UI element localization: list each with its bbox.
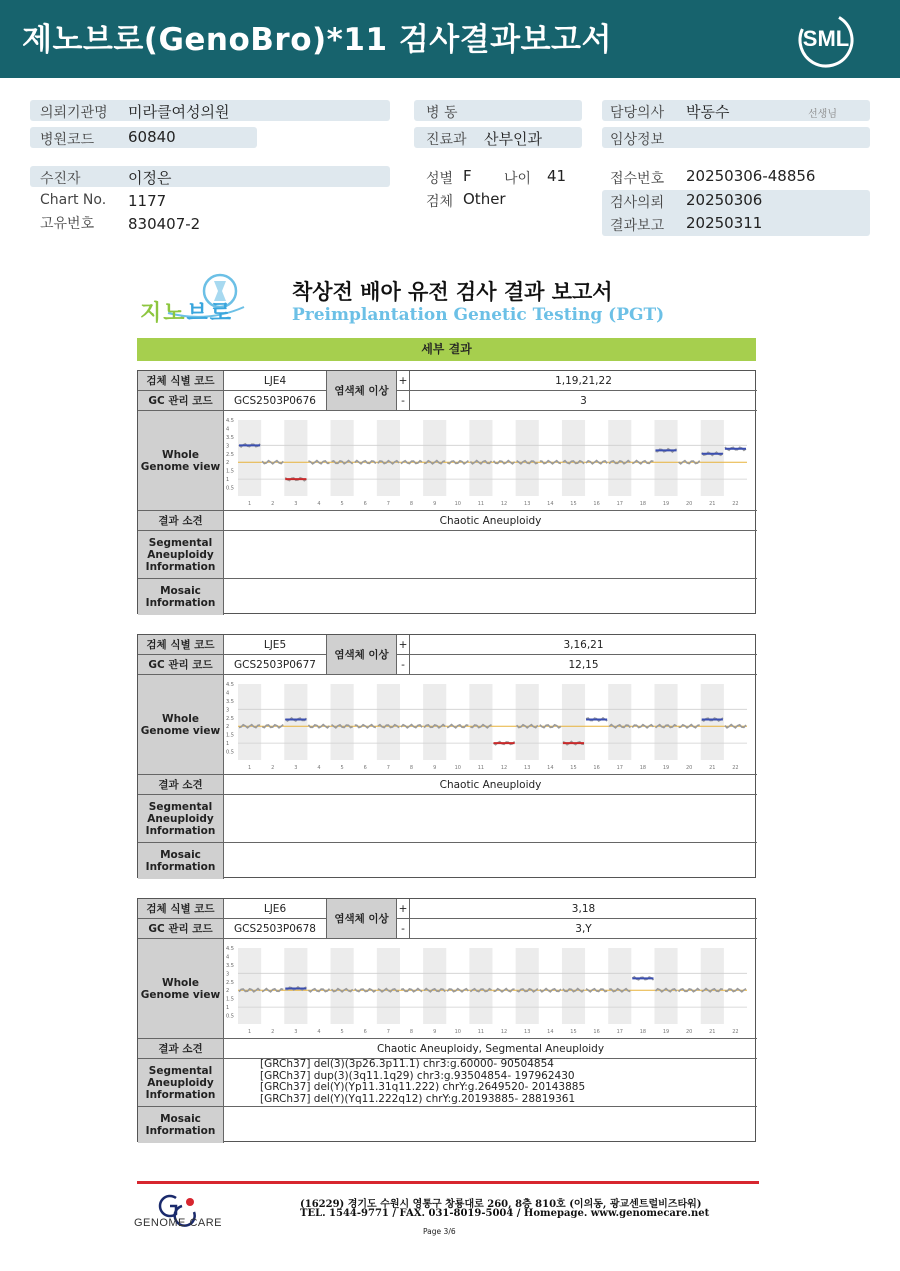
x-tick-label: 2 [271, 1028, 275, 1035]
chromosome-band [608, 420, 631, 496]
genobro-logo-text-a: 지노 [140, 301, 187, 326]
x-tick-label: 14 [547, 1028, 554, 1035]
mosaic-label: Mosaic Information [138, 843, 224, 879]
y-tick-label: 0.5 [226, 485, 234, 492]
patient-row [30, 166, 390, 187]
x-tick-label: 16 [593, 500, 600, 507]
gain-value: 3,16,21 [410, 635, 757, 655]
chrom-abn-label: 염색체 이상 [327, 635, 397, 675]
copy-number-trace [494, 988, 515, 991]
y-tick-label: 4 [226, 953, 230, 960]
chromosome-band [423, 684, 446, 760]
gain-sign: + [397, 371, 410, 391]
loss-value: 12,15 [410, 655, 757, 675]
receipt-value: 20250306-48856 [686, 167, 816, 185]
chromosome-band [238, 948, 261, 1024]
chrom-abn-label: 염색체 이상 [327, 371, 397, 411]
segmental-value [224, 531, 757, 579]
x-tick-label: 9 [433, 500, 437, 507]
gc-code-label: GC 관리 코드 [138, 391, 224, 411]
x-tick-label: 5 [340, 764, 344, 771]
x-tick-label: 7 [386, 764, 390, 771]
segmental-line: [GRCh37] dup(3)(3q11.1q29) chr3:g.93504854- 197962430 [260, 1069, 575, 1082]
x-tick-label: 5 [340, 500, 344, 507]
specimen-id-label: 검체 식별 코드 [138, 899, 224, 919]
x-tick-label: 16 [593, 1028, 600, 1035]
segmental-label: Segmental Aneuploidy Information [138, 795, 224, 843]
x-tick-label: 1 [247, 764, 252, 771]
x-tick-label: 12 [500, 500, 508, 507]
chromosome-band [331, 420, 354, 496]
copy-number-trace [679, 724, 700, 727]
gc-code-value: GCS2503P0676 [224, 391, 327, 411]
sml-logo-text: SML [802, 26, 850, 51]
uid-label: 고유번호 [40, 216, 95, 232]
gc-code-value: GCS2503P0678 [224, 919, 327, 939]
x-tick-label: 3 [294, 1028, 298, 1035]
x-tick-label: 15 [570, 1028, 577, 1035]
x-tick-label: 11 [477, 500, 485, 507]
x-tick-label: 8 [409, 764, 414, 771]
x-tick-label: 6 [363, 1028, 367, 1035]
request-label: 검사의뢰 [610, 195, 665, 211]
report-label: 결과보고 [610, 218, 665, 234]
x-tick-label: 20 [685, 764, 693, 771]
chromosome-band [516, 948, 539, 1024]
chromosome-band [284, 420, 307, 496]
x-tick-label: 3 [294, 764, 298, 771]
mosaic-value [224, 1107, 757, 1143]
sex-label: 성별 [426, 171, 454, 187]
clinical-label: 임상정보 [610, 132, 665, 148]
segmental-line: [GRCh37] del(Y)(Yq11.222q12) chrY:g.20193885- 28819361 [260, 1092, 576, 1105]
result-label: 결과 소견 [138, 511, 224, 531]
x-tick-label: 17 [616, 764, 623, 771]
chromosome-band [654, 684, 677, 760]
department-value: 산부인과 [484, 130, 542, 148]
loss-sign: - [397, 919, 410, 939]
x-tick-label: 21 [709, 764, 716, 771]
whole-genome-view [224, 411, 757, 511]
x-tick-label: 10 [454, 500, 461, 507]
x-tick-label: 3 [294, 500, 298, 507]
x-tick-label: 19 [662, 500, 670, 507]
copy-number-trace [447, 460, 468, 463]
doctor-value: 박동수 [686, 103, 730, 121]
genome-care-name: GENOME CARE [134, 1217, 223, 1229]
mosaic-label: Mosaic Information [138, 1107, 224, 1143]
sample-table-1 [137, 370, 756, 614]
segmental-value [224, 1059, 757, 1107]
segmental-label: Segmental Aneuploidy Information [138, 1059, 224, 1107]
request-value: 20250306 [686, 191, 763, 209]
loss-value: 3 [410, 391, 757, 411]
segmental-value [224, 795, 757, 843]
copy-number-trace [262, 988, 283, 991]
chromosome-band [284, 948, 307, 1024]
department-label: 진료과 [426, 132, 467, 148]
x-tick-label: 13 [524, 1028, 531, 1035]
doctor-label: 담당의사 [610, 105, 665, 121]
x-tick-label: 6 [363, 764, 367, 771]
x-tick-label: 13 [524, 500, 531, 507]
chromosome-band [654, 948, 677, 1024]
y-tick-label: 2.5 [226, 979, 234, 986]
x-tick-label: 10 [454, 1028, 461, 1035]
page-title: 제노브로(GenoBro)*11 검사결과보고서 [22, 22, 612, 58]
y-tick-label: 1 [226, 740, 230, 747]
y-tick-label: 1.5 [226, 732, 234, 739]
uid-value: 830407-2 [128, 215, 201, 233]
x-tick-label: 13 [524, 764, 531, 771]
y-tick-label: 0.5 [226, 749, 234, 756]
whole-genome-label: Whole Genome view [138, 411, 224, 511]
x-tick-label: 10 [454, 764, 461, 771]
chart-no-label: Chart No. [40, 192, 107, 208]
x-tick-label: 18 [639, 1028, 647, 1035]
specimen-label: 검체 [426, 194, 454, 210]
report-subtitle: Preimplantation Genetic Testing (PGT) [292, 305, 665, 325]
x-tick-label: 17 [616, 1028, 623, 1035]
y-tick-label: 4 [226, 689, 230, 696]
segmental-label: Segmental Aneuploidy Information [138, 531, 224, 579]
chrom-abn-label: 염색체 이상 [327, 899, 397, 939]
genobro-logo-text-b: 브로 [186, 301, 234, 326]
genome-chart [224, 942, 749, 1036]
y-tick-label: 4 [226, 425, 230, 432]
result-value: Chaotic Aneuploidy [224, 775, 757, 795]
institution-value: 미라클여성의원 [128, 103, 230, 121]
mosaic-value [224, 843, 757, 879]
loss-sign: - [397, 391, 410, 411]
x-tick-label: 4 [317, 500, 321, 507]
genome-chart [224, 678, 749, 772]
y-tick-label: 4.5 [226, 417, 234, 424]
gain-value: 3,18 [410, 899, 757, 919]
copy-number-trace [447, 724, 468, 727]
y-tick-label: 1.5 [226, 468, 234, 475]
x-tick-label: 8 [409, 500, 414, 507]
sample-table-2 [137, 634, 756, 878]
y-tick-label: 2.5 [226, 451, 234, 458]
x-tick-label: 22 [732, 500, 739, 507]
x-tick-label: 11 [477, 1028, 485, 1035]
whole-genome-label: Whole Genome view [138, 675, 224, 775]
x-tick-label: 1 [247, 500, 252, 507]
hospital-code-value: 60840 [128, 128, 176, 146]
x-tick-label: 7 [386, 500, 390, 507]
y-tick-label: 1 [226, 1004, 230, 1011]
specimen-id-value: LJE6 [224, 899, 327, 919]
chromosome-band [331, 948, 354, 1024]
gc-code-label: GC 관리 코드 [138, 655, 224, 675]
chromosome-band [701, 420, 724, 496]
copy-number-trace [355, 724, 376, 727]
chromosome-band [701, 684, 724, 760]
y-tick-label: 2 [226, 987, 230, 994]
chromosome-band [469, 420, 492, 496]
x-tick-label: 19 [662, 764, 670, 771]
specimen-id-value: LJE4 [224, 371, 327, 391]
x-tick-label: 11 [477, 764, 485, 771]
y-tick-label: 3.5 [226, 434, 234, 441]
y-tick-label: 2 [226, 459, 230, 466]
x-tick-label: 20 [685, 1028, 693, 1035]
y-tick-label: 2 [226, 723, 230, 730]
x-tick-label: 21 [709, 1028, 716, 1035]
chromosome-band [516, 420, 539, 496]
segmental-line: [GRCh37] del(Y)(Yp11.31q11.222) chrY:g.2649520- 20143885 [260, 1081, 586, 1093]
copy-number-trace [632, 460, 653, 463]
gc-code-value: GCS2503P0677 [224, 655, 327, 675]
copy-number-trace [308, 460, 329, 463]
patient-label: 수진자 [40, 171, 81, 187]
sml-logo [796, 10, 856, 70]
mosaic-label: Mosaic Information [138, 579, 224, 615]
x-tick-label: 15 [570, 500, 577, 507]
age-value: 41 [547, 167, 567, 185]
chromosome-band [284, 684, 307, 760]
gain-sign: + [397, 899, 410, 919]
genobro-logo-text [140, 296, 233, 327]
x-tick-label: 2 [271, 500, 275, 507]
y-tick-label: 3 [226, 706, 230, 713]
y-tick-label: 1 [226, 476, 230, 483]
chromosome-band [238, 420, 261, 496]
x-tick-label: 22 [732, 764, 739, 771]
x-tick-label: 20 [685, 500, 693, 507]
x-tick-label: 9 [433, 764, 437, 771]
result-value: Chaotic Aneuploidy [224, 511, 757, 531]
footer-contact: TEL. 1544-9771 / FAX. 031-8019-5004 / Homepage. www.genomecare.net [300, 1208, 710, 1219]
doctor-suffix: 선생님 [808, 109, 837, 120]
x-tick-label: 17 [616, 500, 623, 507]
chromosome-band [562, 948, 585, 1024]
specimen-id-value: LJE5 [224, 635, 327, 655]
sample-table-3 [137, 898, 756, 1142]
whole-genome-view [224, 939, 757, 1039]
page-number: Page 3/6 [423, 1227, 456, 1236]
y-tick-label: 4.5 [226, 681, 234, 688]
y-tick-label: 2.5 [226, 715, 234, 722]
copy-number-trace [725, 988, 746, 991]
header-bar [0, 0, 900, 78]
chromosome-band [608, 948, 631, 1024]
chromosome-band [377, 420, 400, 496]
chromosome-band [562, 684, 585, 760]
chromosome-band [469, 948, 492, 1024]
gain-value: 1,19,21,22 [410, 371, 757, 391]
x-tick-label: 4 [317, 1028, 321, 1035]
patient-value: 이정은 [128, 169, 172, 187]
x-tick-label: 1 [247, 1028, 252, 1035]
copy-number-trace [586, 988, 607, 991]
y-tick-label: 1.5 [226, 996, 234, 1003]
copy-number-trace [540, 460, 561, 463]
chromosome-band [469, 684, 492, 760]
y-tick-label: 0.5 [226, 1013, 234, 1020]
segmental-line: [GRCh37] del(3)(3p26.3p11.1) chr3:g.60000- 90504854 [260, 1058, 554, 1070]
loss-sign: - [397, 655, 410, 675]
footer-address: (16229) 경기도 수원시 영통구 창룡대로 260, 8층 810호 (이의동, 광교센트럴비즈타워) [300, 1199, 702, 1210]
chromosome-band [331, 684, 354, 760]
genome-chart [224, 414, 749, 508]
x-tick-label: 12 [500, 1028, 508, 1035]
whole-genome-label: Whole Genome view [138, 939, 224, 1039]
result-label: 결과 소견 [138, 775, 224, 795]
report-title: 착상전 배아 유전 검사 결과 보고서 [292, 280, 613, 304]
x-tick-label: 16 [593, 764, 600, 771]
hospital-code-label: 병원코드 [40, 132, 95, 148]
x-tick-label: 6 [363, 500, 367, 507]
sex-value: F [463, 167, 472, 185]
y-tick-label: 3.5 [226, 698, 234, 705]
y-tick-label: 3 [226, 970, 230, 977]
gain-sign: + [397, 635, 410, 655]
institution-label: 의뢰기관명 [40, 105, 108, 121]
x-tick-label: 22 [732, 1028, 739, 1035]
chromosome-band [423, 948, 446, 1024]
chart-no-value: 1177 [128, 192, 167, 210]
x-tick-label: 9 [433, 1028, 437, 1035]
chromosome-band [654, 420, 677, 496]
y-tick-label: 3 [226, 442, 230, 449]
gc-code-label: GC 관리 코드 [138, 919, 224, 939]
x-tick-label: 7 [386, 1028, 390, 1035]
chromosome-band [377, 948, 400, 1024]
x-tick-label: 18 [639, 500, 647, 507]
chromosome-band [423, 420, 446, 496]
receipt-label: 접수번호 [610, 171, 665, 187]
specimen-value: Other [463, 190, 506, 208]
x-tick-label: 19 [662, 1028, 670, 1035]
chromosome-band [238, 684, 261, 760]
x-tick-label: 14 [547, 764, 554, 771]
age-label: 나이 [504, 171, 532, 187]
specimen-id-label: 검체 식별 코드 [138, 635, 224, 655]
chromosome-band [377, 684, 400, 760]
result-label: 결과 소견 [138, 1039, 224, 1059]
y-tick-label: 4.5 [226, 945, 234, 952]
ward-label: 병 동 [426, 105, 458, 121]
report-value: 20250311 [686, 214, 763, 232]
copy-number-trace [262, 724, 283, 727]
x-tick-label: 21 [709, 500, 716, 507]
chromosome-band [562, 420, 585, 496]
result-value: Chaotic Aneuploidy, Segmental Aneuploidy [224, 1039, 757, 1059]
chromosome-band [516, 684, 539, 760]
mosaic-value [224, 579, 757, 615]
x-tick-label: 5 [340, 1028, 344, 1035]
x-tick-label: 18 [639, 764, 647, 771]
x-tick-label: 14 [547, 500, 554, 507]
whole-genome-view [224, 675, 757, 775]
y-tick-label: 3.5 [226, 962, 234, 969]
chromosome-band [701, 948, 724, 1024]
loss-value: 3,Y [410, 919, 757, 939]
x-tick-label: 12 [500, 764, 508, 771]
specimen-id-label: 검체 식별 코드 [138, 371, 224, 391]
chromosome-band [608, 684, 631, 760]
x-tick-label: 15 [570, 764, 577, 771]
x-tick-label: 2 [271, 764, 275, 771]
footer-divider [137, 1181, 759, 1184]
copy-number-trace [401, 988, 422, 991]
x-tick-label: 4 [317, 764, 321, 771]
x-tick-label: 8 [409, 1028, 414, 1035]
section-header: 세부 결과 [137, 338, 756, 361]
